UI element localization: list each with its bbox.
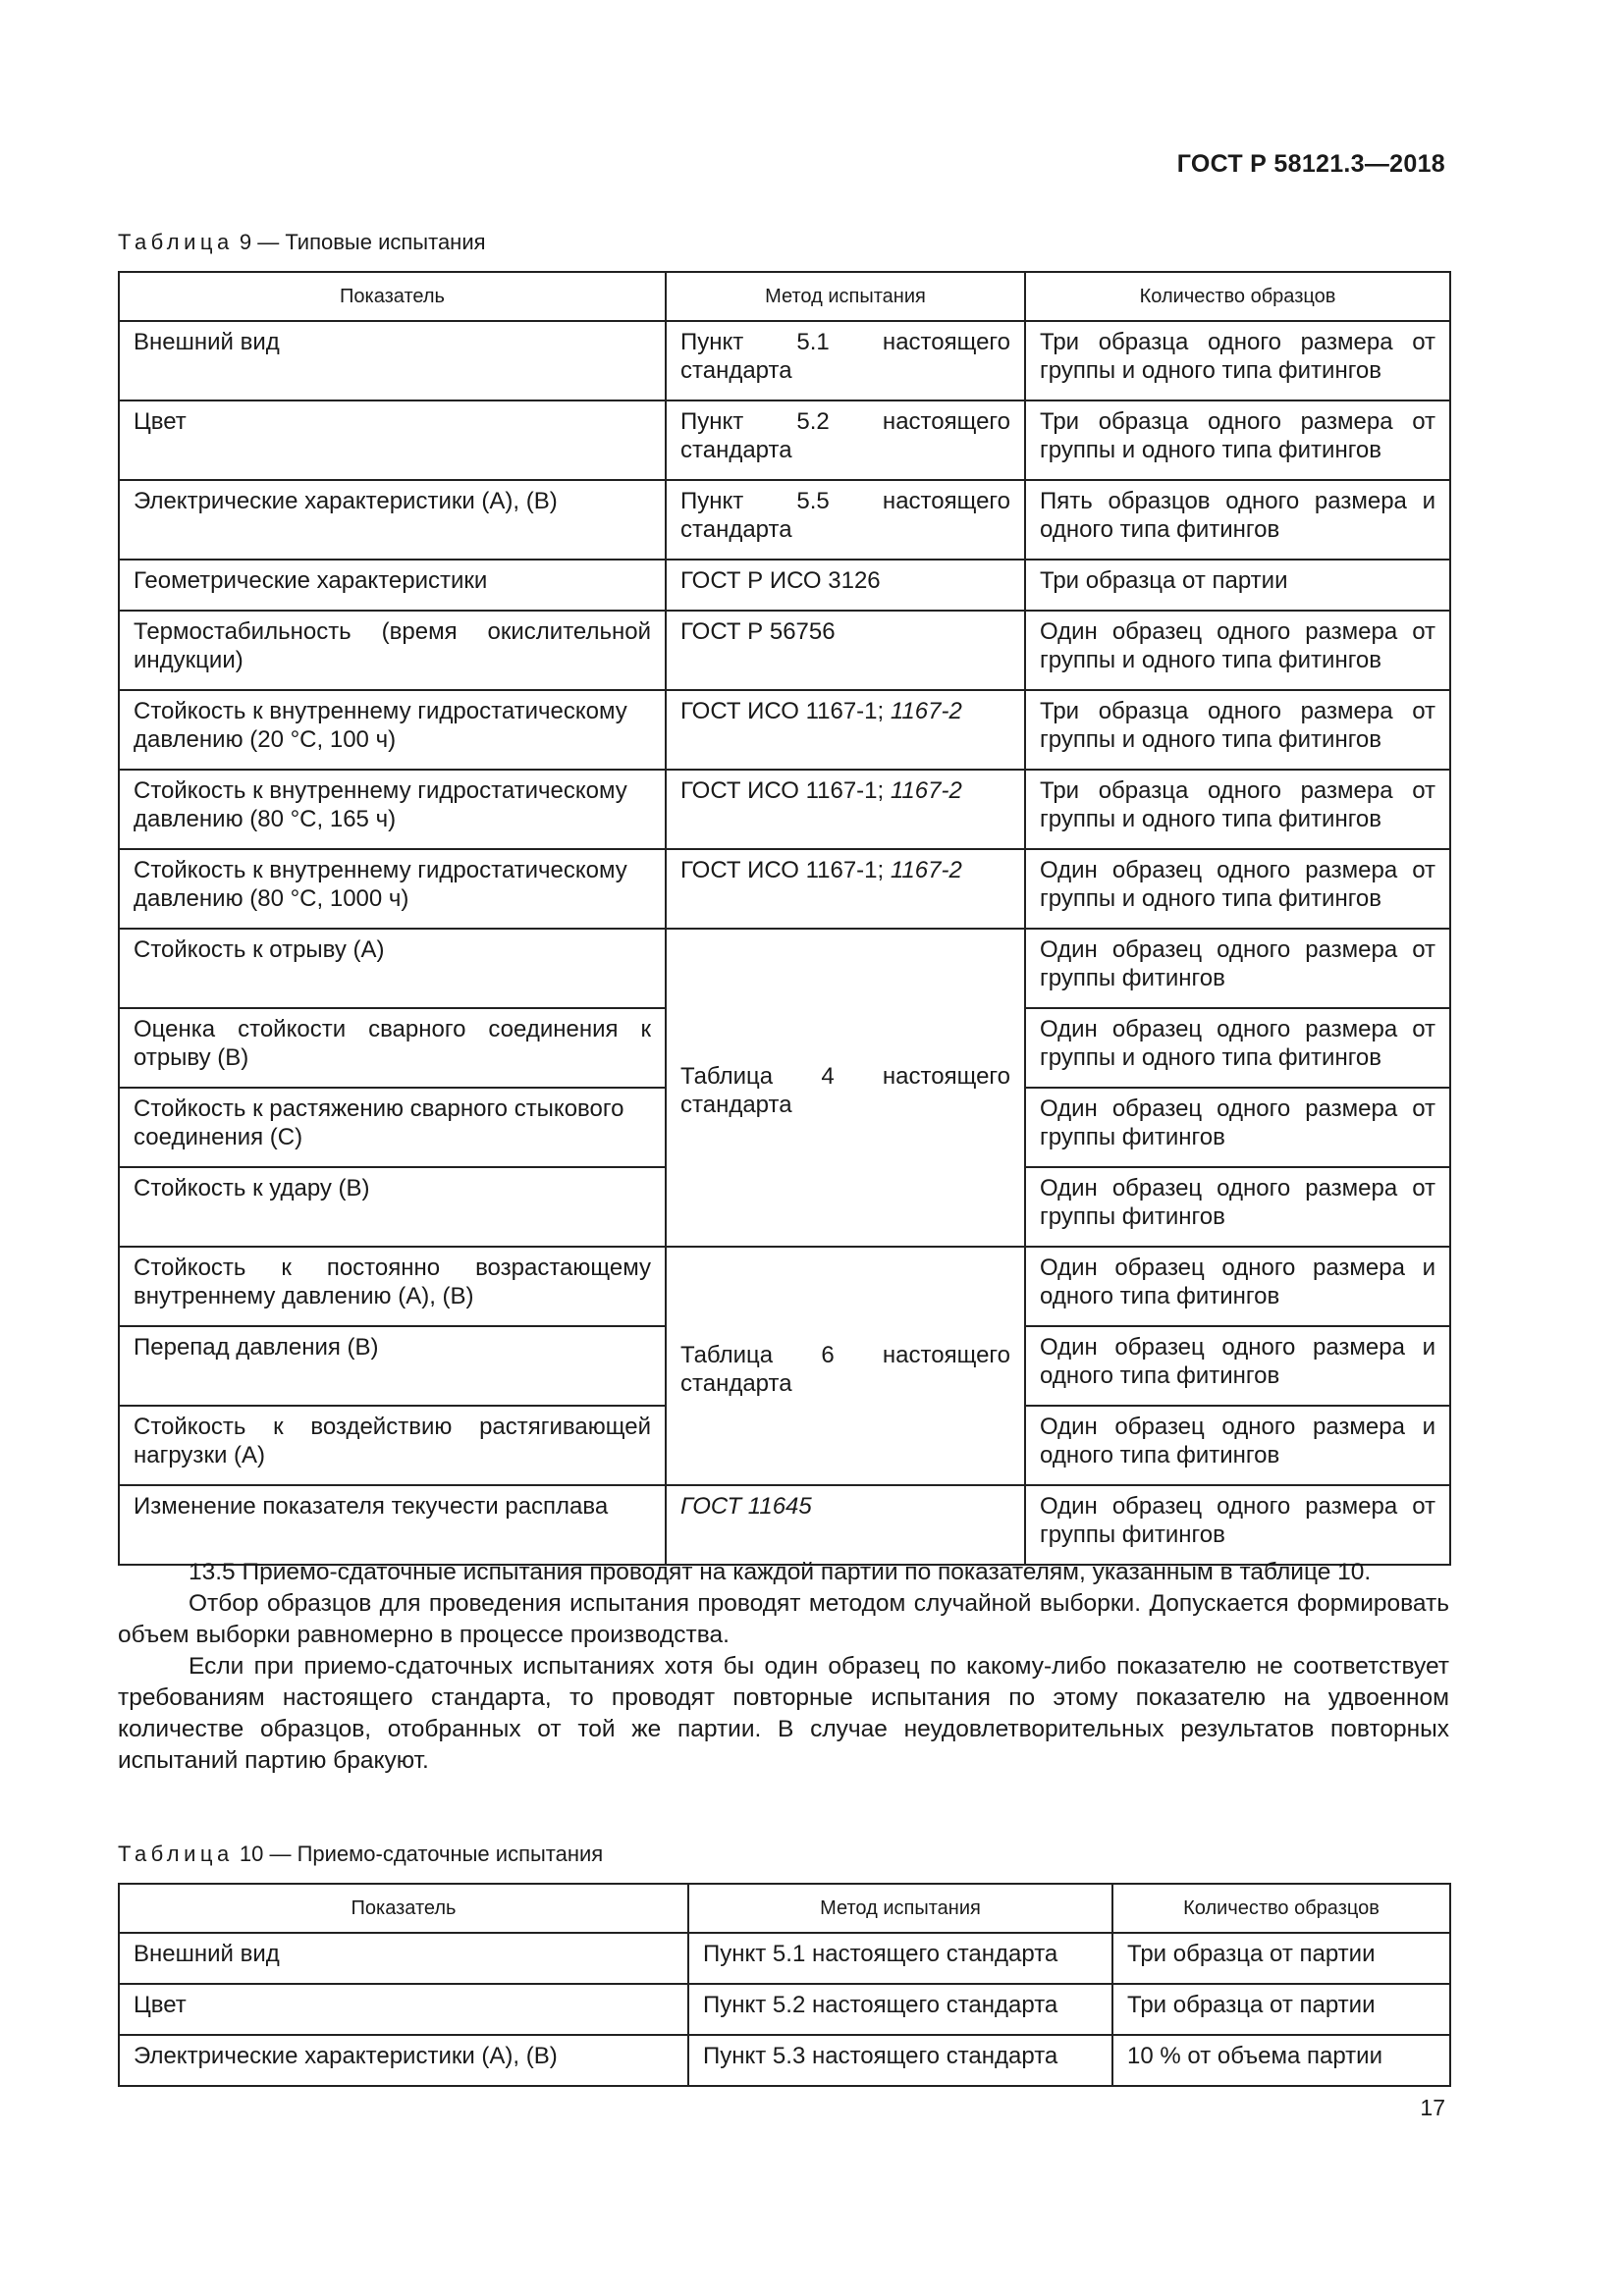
samples-cell: Один образец одного размера от группы фитингов [1025, 1088, 1450, 1167]
samples-cell: Один образец одного размера и одного типа фитингов [1025, 1326, 1450, 1406]
indicator-cell: Стойкость к воздействию растягивающей нагрузки (А) [119, 1406, 666, 1485]
method-cell: Пункт 5.1 настоящего стандарта [688, 1933, 1112, 1984]
column-header-indicator: Показатель [119, 1884, 688, 1933]
indicator-cell: Электрические характеристики (А), (В) [119, 480, 666, 560]
indicator-cell: Геометрические характеристики [119, 560, 666, 611]
samples-cell: Три образца от партии [1112, 1984, 1450, 2035]
samples-cell: Три образца от партии [1112, 1933, 1450, 1984]
samples-cell: Один образец одного размера от группы фитингов [1025, 1167, 1450, 1247]
samples-cell: Один образец одного размера и одного типа фитингов [1025, 1406, 1450, 1485]
table-row [119, 1984, 1450, 2035]
table-row [119, 849, 1450, 929]
table-row [119, 1485, 1450, 1565]
indicator-cell: Стойкость к внутреннему гидростатическому давлению (80 °С, 1000 ч) [119, 849, 666, 929]
table-row [119, 1247, 1450, 1326]
method-cell: ГОСТ Р ИСО 3126 [666, 560, 1025, 611]
table-9-type-tests [118, 271, 1451, 1566]
indicator-cell: Стойкость к растяжению сварного стыкового соединения (С) [119, 1088, 666, 1167]
table-row [119, 2035, 1450, 2086]
caption-word: Таблица [118, 1842, 234, 1866]
indicator-cell: Стойкость к отрыву (А) [119, 929, 666, 1008]
method-cell [666, 770, 1025, 849]
paragraph: 13.5 Приемо-сдаточные испытания проводят на каждой партии по показателям, указанным в таблице 10. [189, 1559, 1372, 1585]
method-text: ГОСТ ИСО 1167-1; [680, 698, 891, 724]
column-header-method: Метод испытания [666, 272, 1025, 321]
method-cell: Пункт 5.1 настоящего стандарта [666, 321, 1025, 400]
indicator-cell: Цвет [119, 1984, 688, 2035]
table-row [119, 560, 1450, 611]
samples-cell: Один образец одного размера от группы фитингов [1025, 1485, 1450, 1565]
indicator-cell: Внешний вид [119, 321, 666, 400]
table-row [119, 770, 1450, 849]
method-text: ГОСТ ИСО 1167-1; [680, 777, 891, 804]
method-text-italic: 1167-2 [890, 777, 962, 804]
indicator-cell: Оценка стойкости сварного соединения к отрыву (В) [119, 1008, 666, 1088]
samples-cell: Один образец одного размера от группы и одного типа фитингов [1025, 611, 1450, 690]
table-row [119, 321, 1450, 400]
samples-cell: Один образец одного размера и одного типа фитингов [1025, 1247, 1450, 1326]
method-cell: ГОСТ Р 56756 [666, 611, 1025, 690]
samples-cell: 10 % от объема партии [1112, 2035, 1450, 2086]
table-row [119, 929, 1450, 1008]
indicator-cell: Стойкость к удару (В) [119, 1167, 666, 1247]
method-cell: Пункт 5.5 настоящего стандарта [666, 480, 1025, 560]
merged-method-cell: Таблица 6 настоящего стандарта [666, 1247, 1025, 1485]
samples-cell: Один образец одного размера от группы и одного типа фитингов [1025, 849, 1450, 929]
samples-cell: Три образца от партии [1025, 560, 1450, 611]
page-number: 17 [1420, 2095, 1445, 2120]
indicator-cell: Термостабильность (время окислительной индукции) [119, 611, 666, 690]
column-header-samples: Количество образцов [1112, 1884, 1450, 1933]
table-10-acceptance-tests [118, 1883, 1451, 2087]
paragraph: Если при приемо-сдаточных испытаниях хотя бы один образец по какому-либо показателю не соответствует требованиям настоящего стандарта, то проводят повторные испытания по этому показателю на удвоенном количестве образцов, отобранных от той же партии. В случае неудовлетворительных результатов повторных испытаний партию бракуют. [118, 1653, 1449, 1774]
column-header-samples: Количество образцов [1025, 272, 1450, 321]
indicator-cell: Внешний вид [119, 1933, 688, 1984]
samples-cell: Три образца одного размера от группы и одного типа фитингов [1025, 321, 1450, 400]
table-10-caption [118, 1842, 603, 1867]
table-row [119, 400, 1450, 480]
samples-cell: Пять образцов одного размера и одного типа фитингов [1025, 480, 1450, 560]
samples-cell: Три образца одного размера от группы и одного типа фитингов [1025, 770, 1450, 849]
body-text [118, 1557, 1449, 1777]
method-cell [666, 690, 1025, 770]
column-header-indicator: Показатель [119, 272, 666, 321]
method-cell [666, 849, 1025, 929]
method-cell: Пункт 5.2 настоящего стандарта [688, 1984, 1112, 2035]
merged-method-cell: Таблица 4 настоящего стандарта [666, 929, 1025, 1247]
samples-cell: Три образца одного размера от группы и одного типа фитингов [1025, 400, 1450, 480]
method-cell: Пункт 5.3 настоящего стандарта [688, 2035, 1112, 2086]
table-row [119, 1933, 1450, 1984]
caption-word: Таблица [118, 230, 234, 254]
caption-text: 9 — Типовые испытания [233, 230, 486, 254]
indicator-cell: Цвет [119, 400, 666, 480]
table-header-row [119, 272, 1450, 321]
indicator-cell: Электрические характеристики (А), (В) [119, 2035, 688, 2086]
samples-cell: Один образец одного размера от группы фитингов [1025, 929, 1450, 1008]
table-header-row [119, 1884, 1450, 1933]
table-row [119, 611, 1450, 690]
method-cell [666, 1485, 1025, 1565]
indicator-cell: Стойкость к внутреннему гидростатическому давлению (20 °С, 100 ч) [119, 690, 666, 770]
method-text: ГОСТ ИСО 1167-1; [680, 857, 891, 883]
indicator-cell: Перепад давления (В) [119, 1326, 666, 1406]
method-text-italic: 1167-2 [890, 857, 962, 883]
paragraph: Отбор образцов для проведения испытания проводят методом случайной выборки. Допускается формировать объем выборки равномерно в процессе производства. [118, 1590, 1449, 1648]
column-header-method: Метод испытания [688, 1884, 1112, 1933]
samples-cell: Три образца одного размера от группы и одного типа фитингов [1025, 690, 1450, 770]
indicator-cell: Стойкость к внутреннему гидростатическому давлению (80 °С, 165 ч) [119, 770, 666, 849]
method-cell: Пункт 5.2 настоящего стандарта [666, 400, 1025, 480]
caption-text: 10 — Приемо-сдаточные испытания [233, 1842, 604, 1866]
method-text-italic: 1167-2 [890, 698, 962, 724]
document-code-header: ГОСТ Р 58121.3—2018 [1176, 150, 1445, 178]
table-9-caption [118, 230, 486, 255]
samples-cell: Один образец одного размера от группы и одного типа фитингов [1025, 1008, 1450, 1088]
indicator-cell: Изменение показателя текучести расплава [119, 1485, 666, 1565]
method-text-italic: ГОСТ 11645 [680, 1493, 812, 1520]
table-row [119, 690, 1450, 770]
table-row [119, 480, 1450, 560]
indicator-cell: Стойкость к постоянно возрастающему внутреннему давлению (А), (В) [119, 1247, 666, 1326]
